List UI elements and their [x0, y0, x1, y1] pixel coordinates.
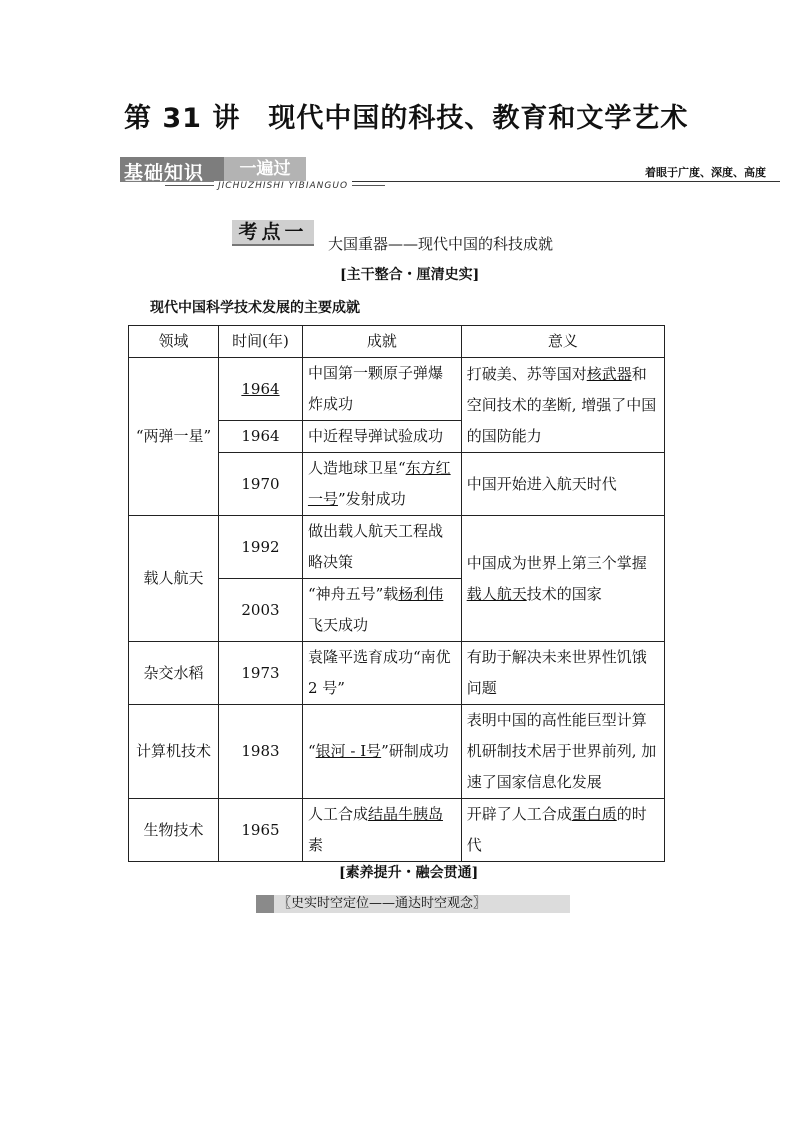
- underlined-term: 结晶牛胰岛: [367, 805, 443, 823]
- header-achievement: 成就: [302, 326, 461, 358]
- table-row: [129, 516, 665, 579]
- text: ”发射成功: [337, 490, 406, 508]
- cell-year: 1965: [219, 799, 303, 862]
- table-caption: 现代中国科学技术发展的主要成就: [150, 300, 360, 316]
- cell-year: 1992: [219, 516, 303, 579]
- text: 打破美、苏等国对: [466, 364, 587, 383]
- cell-significance: [461, 516, 664, 642]
- header-year: 时间(年): [219, 326, 303, 358]
- text: 技术的国家: [526, 584, 602, 603]
- cell-significance: 表明中国的高性能巨型计算机研制技术居于世界前列, 加速了国家信息化发展: [461, 705, 664, 799]
- cell-field: “两弹一星”: [129, 358, 219, 516]
- cell-field: 杂交水稻: [129, 642, 219, 705]
- banner-sub-label: 一遍过: [224, 157, 306, 182]
- cell-achievement: 袁隆平选育成功“南优 2 号”: [302, 642, 461, 705]
- banner-right-note: 着眼于广度、深度、高度: [645, 166, 766, 179]
- underlined-term: 杨利伟: [398, 585, 444, 603]
- underlined-term: 载人航天: [466, 584, 527, 603]
- cell-achievement: [302, 705, 461, 799]
- shishi-heading: 〖史实时空定位——通达时空观念〗: [278, 896, 487, 911]
- text: “神舟五号”载: [307, 585, 399, 603]
- cell-field: 计算机技术: [129, 705, 219, 799]
- banner-main-label: 基础知识: [124, 162, 205, 184]
- text: ”研制成功: [381, 742, 449, 760]
- cell-achievement: 中国第一颗原子弹爆炸成功: [302, 358, 461, 421]
- text: 的时代: [466, 805, 647, 854]
- table-header-row: [129, 326, 665, 358]
- underlined-term: 东方红一号: [307, 459, 451, 508]
- table-row: [129, 799, 665, 862]
- cell-achievement: [302, 453, 461, 516]
- underlined-term: 银河 - Ⅰ号: [315, 742, 382, 760]
- cell-field: 载人航天: [129, 516, 219, 642]
- cell-achievement: [302, 579, 461, 642]
- cell-year: 2003: [219, 579, 303, 642]
- table-row: [129, 358, 665, 421]
- kaodian-title: 大国重器——现代中国的科技成就: [328, 235, 554, 253]
- achievements-table: [128, 325, 665, 862]
- underlined-term: 核武器: [586, 364, 632, 383]
- page-title: 第 31 讲 现代中国的科技、教育和文学艺术: [124, 103, 689, 134]
- cell-field: 生物技术: [129, 799, 219, 862]
- shishi-heading-bar: [256, 895, 570, 913]
- header-field: 领域: [129, 326, 219, 358]
- square-marker-icon: [256, 895, 274, 913]
- text: 中国成为世界上第三个掌握: [466, 553, 647, 572]
- cell-achievement: 中近程导弹试验成功: [302, 421, 461, 453]
- text: 素: [307, 836, 323, 854]
- cell-year: 1983: [219, 705, 303, 799]
- text: 人造地球卫星“: [307, 459, 406, 477]
- subheading-suyang: [素养提升・融会贯通]: [339, 865, 479, 881]
- cell-significance: 中国开始进入航天时代: [461, 453, 664, 516]
- cell-achievement: [302, 799, 461, 862]
- header-rule: [306, 181, 780, 182]
- text: 飞天成功: [307, 616, 368, 634]
- cell-year: 1970: [219, 453, 303, 516]
- cell-year: 1964: [219, 358, 303, 421]
- underlined-term: 蛋白质: [571, 805, 617, 823]
- cell-significance: [461, 358, 664, 453]
- text: 开辟了人工合成: [466, 805, 572, 823]
- text: 和空间技术的垄断, 增强了中国的国防能力: [466, 364, 657, 445]
- cell-year: 1973: [219, 642, 303, 705]
- header-significance: 意义: [461, 326, 664, 358]
- subheading-zhugan: [主干整合・厘清史实]: [340, 267, 480, 283]
- cell-year: 1964: [219, 421, 303, 453]
- table-row: [129, 705, 665, 799]
- cell-significance: 有助于解决未来世界性饥饿问题: [461, 642, 664, 705]
- section-banner: [120, 157, 306, 182]
- text: “: [307, 742, 316, 760]
- table-row: [129, 642, 665, 705]
- text: 人工合成: [307, 805, 368, 823]
- kaodian-label: 考点一: [232, 220, 314, 246]
- cell-achievement: 做出载人航天工程战略决策: [302, 516, 461, 579]
- banner-pinyin: JICHUZHISHI YIBIANGUO: [214, 181, 352, 191]
- cell-significance: [461, 799, 664, 862]
